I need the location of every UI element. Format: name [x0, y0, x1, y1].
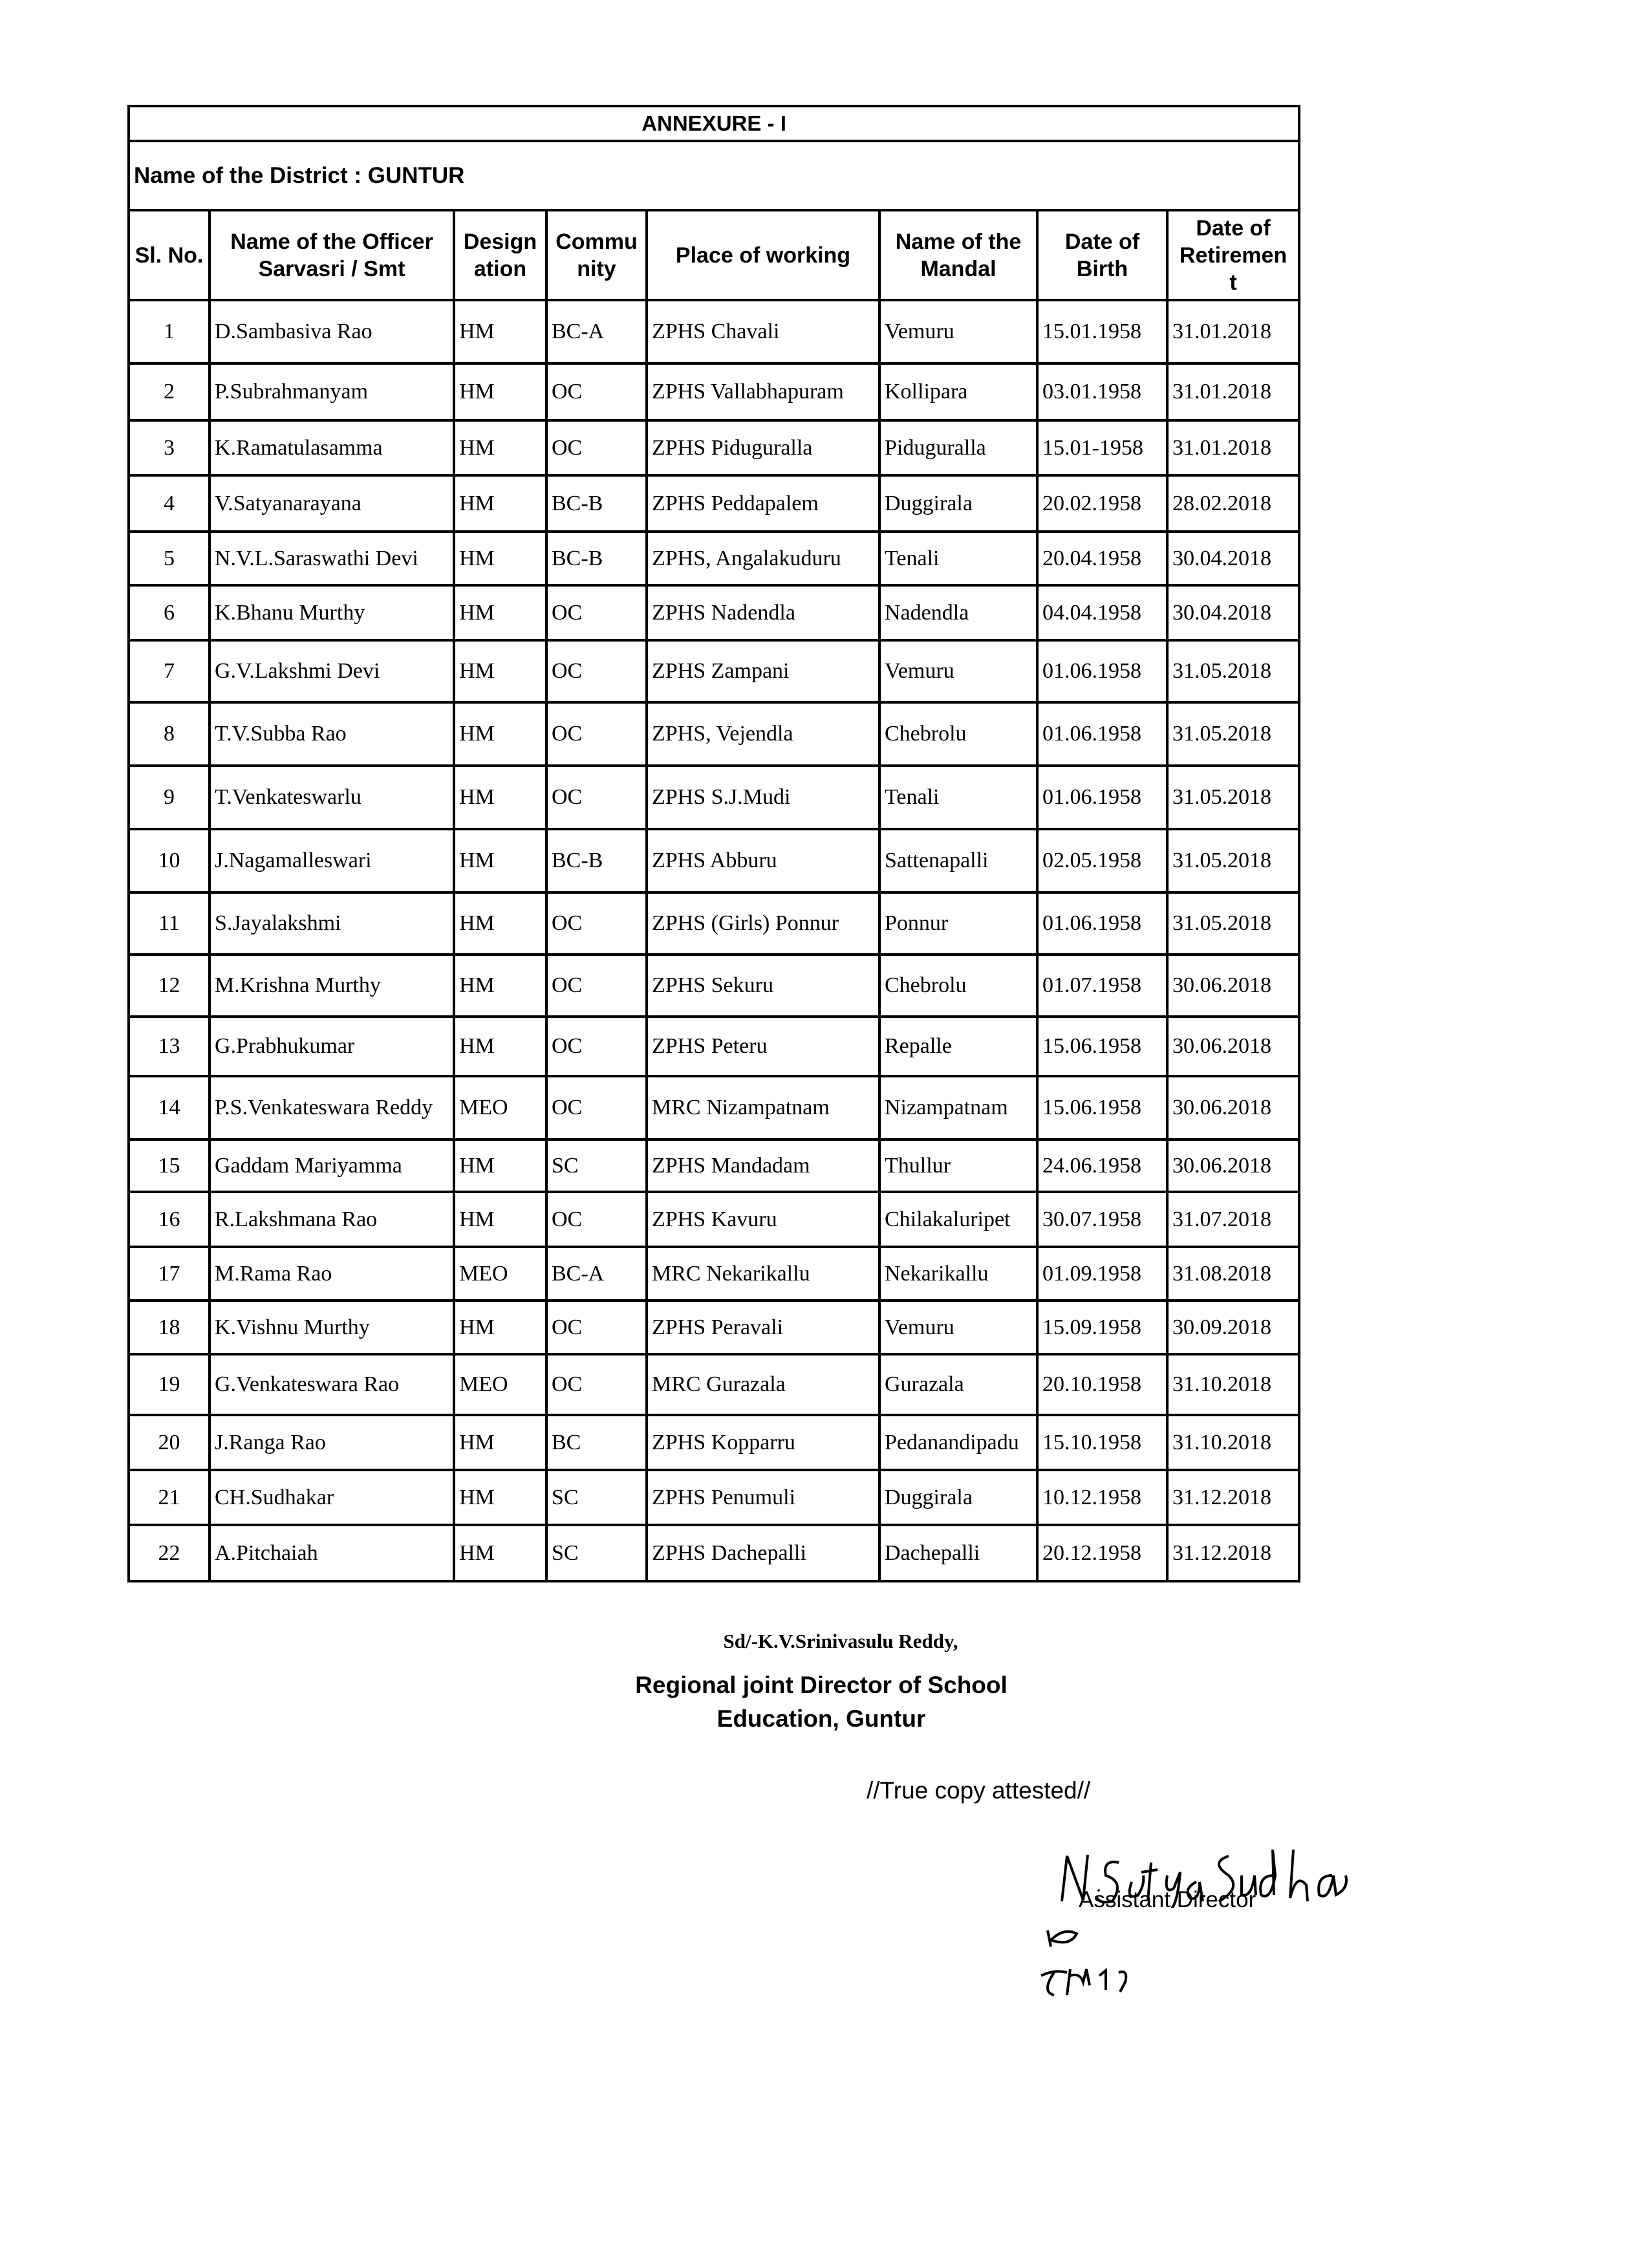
mandal-cell: Ponnur	[879, 892, 1037, 955]
header-community: Commu nity	[546, 210, 647, 300]
community-cell: BC-B	[546, 475, 647, 532]
place-of-working-cell: ZPHS Mandadam	[647, 1139, 879, 1192]
officer-name-cell: K.Bhanu Murthy	[210, 585, 454, 640]
sl-no-cell: 9	[129, 766, 210, 829]
header-date-of-retirement: Date of Retiremen t	[1167, 210, 1299, 300]
mandal-cell: Vemuru	[879, 640, 1037, 702]
mandal-cell: Dachepalli	[879, 1525, 1037, 1581]
place-of-working-cell: MRC Gurazala	[647, 1354, 879, 1415]
community-cell: OC	[546, 892, 647, 955]
mandal-cell: Gurazala	[879, 1354, 1037, 1415]
sl-no-cell: 20	[129, 1415, 210, 1470]
place-of-working-cell: ZPHS S.J.Mudi	[647, 766, 879, 829]
table-row	[129, 1470, 1299, 1525]
designation-line-1: Regional joint Director of School	[635, 1672, 1008, 1698]
mandal-cell: Duggirala	[879, 475, 1037, 532]
true-copy-attested: //True copy attested//	[867, 1777, 1091, 1804]
designation-cell: HM	[454, 1139, 546, 1192]
sl-no-cell: 16	[129, 1192, 210, 1247]
sl-no-cell: 22	[129, 1525, 210, 1581]
designation-cell: MEO	[454, 1247, 546, 1301]
place-of-working-cell: MRC Nizampatnam	[647, 1076, 879, 1139]
date-of-birth-cell: 15.09.1958	[1037, 1301, 1167, 1354]
place-of-working-cell: ZPHS Sekuru	[647, 955, 879, 1017]
place-of-working-cell: ZPHS Abburu	[647, 829, 879, 892]
mandal-cell: Tenali	[879, 766, 1037, 829]
sl-no-cell: 7	[129, 640, 210, 702]
annexure-table	[127, 105, 1300, 1582]
assistant-director-title: Assistant Director	[1079, 1887, 1256, 1912]
community-cell: OC	[546, 585, 647, 640]
header-place-of-working: Place of working	[647, 210, 879, 300]
sl-no-cell: 4	[129, 475, 210, 532]
designation-line-2: Education, Guntur	[717, 1705, 926, 1732]
sl-no-cell: 17	[129, 1247, 210, 1301]
mandal-cell: Chebrolu	[879, 702, 1037, 766]
date-of-birth-cell: 15.10.1958	[1037, 1415, 1167, 1470]
community-cell: OC	[546, 363, 647, 420]
table-row	[129, 1354, 1299, 1415]
initials-scribble-icon	[1035, 1924, 1177, 2002]
designation-cell: HM	[454, 475, 546, 532]
designation-cell: MEO	[454, 1076, 546, 1139]
community-cell: BC-A	[546, 300, 647, 363]
officer-name-cell: D.Sambasiva Rao	[210, 300, 454, 363]
date-of-birth-cell: 15.06.1958	[1037, 1017, 1167, 1076]
annexure-title: ANNEXURE - I	[129, 106, 1299, 141]
mandal-cell: Kollipara	[879, 363, 1037, 420]
table-row	[129, 475, 1299, 532]
designation-cell: HM	[454, 892, 546, 955]
header-officer-name: Name of the Officer Sarvasri / Smt	[210, 210, 454, 300]
officer-name-cell: J.Nagamalleswari	[210, 829, 454, 892]
community-cell: OC	[546, 702, 647, 766]
table-row	[129, 640, 1299, 702]
community-cell: BC	[546, 1415, 647, 1470]
table-row	[129, 420, 1299, 475]
designation-cell: HM	[454, 1470, 546, 1525]
community-cell: BC-A	[546, 1247, 647, 1301]
sl-no-cell: 13	[129, 1017, 210, 1076]
community-cell: SC	[546, 1525, 647, 1581]
date-of-retirement-cell: 30.06.2018	[1167, 1017, 1299, 1076]
signatory-sd-line: Sd/-K.V.Srinivasulu Reddy,	[723, 1630, 958, 1652]
officer-name-cell: G.Prabhukumar	[210, 1017, 454, 1076]
designation-cell: HM	[454, 420, 546, 475]
date-of-birth-cell: 10.12.1958	[1037, 1470, 1167, 1525]
officer-name-cell: N.V.L.Saraswathi Devi	[210, 532, 454, 585]
place-of-working-cell: ZPHS Chavali	[647, 300, 879, 363]
date-of-retirement-cell: 31.12.2018	[1167, 1525, 1299, 1581]
officer-name-cell: K.Ramatulasamma	[210, 420, 454, 475]
place-of-working-cell: ZPHS, Vejendla	[647, 702, 879, 766]
date-of-birth-cell: 01.06.1958	[1037, 766, 1167, 829]
date-of-retirement-cell: 31.07.2018	[1167, 1192, 1299, 1247]
place-of-working-cell: ZPHS Peravali	[647, 1301, 879, 1354]
sl-no-cell: 18	[129, 1301, 210, 1354]
table-row	[129, 1247, 1299, 1301]
table-row	[129, 532, 1299, 585]
officer-name-cell: G.V.Lakshmi Devi	[210, 640, 454, 702]
designation-cell: HM	[454, 1301, 546, 1354]
table-row	[129, 1525, 1299, 1581]
officer-name-cell: V.Satyanarayana	[210, 475, 454, 532]
mandal-cell: Duggirala	[879, 1470, 1037, 1525]
table-row	[129, 955, 1299, 1017]
sl-no-cell: 3	[129, 420, 210, 475]
mandal-cell: Repalle	[879, 1017, 1037, 1076]
community-cell: OC	[546, 1301, 647, 1354]
officer-name-cell: M.Rama Rao	[210, 1247, 454, 1301]
community-cell: OC	[546, 1192, 647, 1247]
sl-no-cell: 19	[129, 1354, 210, 1415]
date-of-retirement-cell: 30.06.2018	[1167, 1076, 1299, 1139]
community-cell: OC	[546, 955, 647, 1017]
designation-cell: HM	[454, 1192, 546, 1247]
place-of-working-cell: ZPHS, Angalakuduru	[647, 532, 879, 585]
date-of-retirement-cell: 31.05.2018	[1167, 702, 1299, 766]
date-of-retirement-cell: 28.02.2018	[1167, 475, 1299, 532]
mandal-cell: Nizampatnam	[879, 1076, 1037, 1139]
place-of-working-cell: ZPHS Piduguralla	[647, 420, 879, 475]
officer-name-cell: P.S.Venkateswara Reddy	[210, 1076, 454, 1139]
officer-name-cell: G.Venkateswara Rao	[210, 1354, 454, 1415]
date-of-retirement-cell: 30.04.2018	[1167, 585, 1299, 640]
table-row	[129, 766, 1299, 829]
date-of-birth-cell: 03.01.1958	[1037, 363, 1167, 420]
date-of-birth-cell: 24.06.1958	[1037, 1139, 1167, 1192]
date-of-retirement-cell: 30.06.2018	[1167, 1139, 1299, 1192]
table-row	[129, 702, 1299, 766]
place-of-working-cell: ZPHS Vallabhapuram	[647, 363, 879, 420]
date-of-birth-cell: 20.04.1958	[1037, 532, 1167, 585]
date-of-retirement-cell: 31.01.2018	[1167, 300, 1299, 363]
officer-name-cell: K.Vishnu Murthy	[210, 1301, 454, 1354]
community-cell: OC	[546, 1017, 647, 1076]
sl-no-cell: 1	[129, 300, 210, 363]
place-of-working-cell: ZPHS Kopparru	[647, 1415, 879, 1470]
designation-cell: HM	[454, 363, 546, 420]
table-row	[129, 829, 1299, 892]
officer-name-cell: J.Ranga Rao	[210, 1415, 454, 1470]
table-row	[129, 585, 1299, 640]
sl-no-cell: 12	[129, 955, 210, 1017]
sl-no-cell: 8	[129, 702, 210, 766]
date-of-retirement-cell: 30.06.2018	[1167, 955, 1299, 1017]
table-row	[129, 1017, 1299, 1076]
officer-name-cell: S.Jayalakshmi	[210, 892, 454, 955]
mandal-cell: Sattenapalli	[879, 829, 1037, 892]
officer-name-cell: T.V.Subba Rao	[210, 702, 454, 766]
designation-cell: HM	[454, 702, 546, 766]
designation-cell: HM	[454, 766, 546, 829]
date-of-retirement-cell: 30.09.2018	[1167, 1301, 1299, 1354]
table-row	[129, 363, 1299, 420]
mandal-cell: Tenali	[879, 532, 1037, 585]
date-of-retirement-cell: 31.05.2018	[1167, 892, 1299, 955]
community-cell: SC	[546, 1470, 647, 1525]
designation-cell: HM	[454, 585, 546, 640]
designation-cell: HM	[454, 640, 546, 702]
sl-no-cell: 14	[129, 1076, 210, 1139]
sl-no-cell: 10	[129, 829, 210, 892]
designation-cell: HM	[454, 1415, 546, 1470]
date-of-birth-cell: 15.01.1958	[1037, 300, 1167, 363]
date-of-birth-cell: 01.07.1958	[1037, 955, 1167, 1017]
sl-no-cell: 2	[129, 363, 210, 420]
designation-cell: HM	[454, 955, 546, 1017]
community-cell: BC-B	[546, 532, 647, 585]
officer-name-cell: T.Venkateswarlu	[210, 766, 454, 829]
table-row	[129, 300, 1299, 363]
header-designation: Design ation	[454, 210, 546, 300]
officer-name-cell: Gaddam Mariyamma	[210, 1139, 454, 1192]
community-cell: OC	[546, 1354, 647, 1415]
officer-name-cell: R.Lakshmana Rao	[210, 1192, 454, 1247]
date-of-birth-cell: 01.06.1958	[1037, 892, 1167, 955]
table-header-row	[129, 210, 1299, 300]
date-of-birth-cell: 30.07.1958	[1037, 1192, 1167, 1247]
place-of-working-cell: ZPHS Peddapalem	[647, 475, 879, 532]
date-of-birth-cell: 02.05.1958	[1037, 829, 1167, 892]
date-of-birth-cell: 15.01-1958	[1037, 420, 1167, 475]
date-of-retirement-cell: 31.10.2018	[1167, 1354, 1299, 1415]
mandal-cell: Chilakaluripet	[879, 1192, 1037, 1247]
date-of-birth-cell: 20.10.1958	[1037, 1354, 1167, 1415]
sl-no-cell: 15	[129, 1139, 210, 1192]
sl-no-cell: 5	[129, 532, 210, 585]
sl-no-cell: 6	[129, 585, 210, 640]
mandal-cell: Vemuru	[879, 300, 1037, 363]
header-sl-no: Sl. No.	[129, 210, 210, 300]
header-date-of-birth: Date of Birth	[1037, 210, 1167, 300]
date-of-retirement-cell: 31.12.2018	[1167, 1470, 1299, 1525]
community-cell: SC	[546, 1139, 647, 1192]
table-row	[129, 892, 1299, 955]
date-of-retirement-cell: 31.05.2018	[1167, 829, 1299, 892]
date-of-birth-cell: 15.06.1958	[1037, 1076, 1167, 1139]
designation-cell: HM	[454, 1017, 546, 1076]
date-of-retirement-cell: 31.05.2018	[1167, 640, 1299, 702]
mandal-cell: Nadendla	[879, 585, 1037, 640]
date-of-birth-cell: 01.06.1958	[1037, 702, 1167, 766]
mandal-cell: Nekarikallu	[879, 1247, 1037, 1301]
date-of-retirement-cell: 31.01.2018	[1167, 420, 1299, 475]
sl-no-cell: 21	[129, 1470, 210, 1525]
header-mandal: Name of the Mandal	[879, 210, 1037, 300]
table-row	[129, 1192, 1299, 1247]
officer-name-cell: M.Krishna Murthy	[210, 955, 454, 1017]
place-of-working-cell: ZPHS Nadendla	[647, 585, 879, 640]
date-of-retirement-cell: 31.01.2018	[1167, 363, 1299, 420]
table-row	[129, 1076, 1299, 1139]
mandal-cell: Pedanandipadu	[879, 1415, 1037, 1470]
date-of-retirement-cell: 31.08.2018	[1167, 1247, 1299, 1301]
place-of-working-cell: ZPHS Kavuru	[647, 1192, 879, 1247]
date-of-birth-cell: 04.04.1958	[1037, 585, 1167, 640]
mandal-cell: Thullur	[879, 1139, 1037, 1192]
mandal-cell: Vemuru	[879, 1301, 1037, 1354]
place-of-working-cell: ZPHS (Girls) Ponnur	[647, 892, 879, 955]
officer-name-cell: P.Subrahmanyam	[210, 363, 454, 420]
designation-cell: HM	[454, 829, 546, 892]
mandal-cell: Chebrolu	[879, 955, 1037, 1017]
signatory-designation	[563, 1669, 1080, 1736]
community-cell: OC	[546, 1076, 647, 1139]
community-cell: BC-B	[546, 829, 647, 892]
place-of-working-cell: MRC Nekarikallu	[647, 1247, 879, 1301]
date-of-birth-cell: 20.12.1958	[1037, 1525, 1167, 1581]
designation-cell: HM	[454, 300, 546, 363]
district-label: Name of the District : GUNTUR	[129, 141, 1299, 210]
community-cell: OC	[546, 640, 647, 702]
date-of-birth-cell: 20.02.1958	[1037, 475, 1167, 532]
place-of-working-cell: ZPHS Zampani	[647, 640, 879, 702]
community-cell: OC	[546, 766, 647, 829]
community-cell: OC	[546, 420, 647, 475]
officer-name-cell: CH.Sudhakar	[210, 1470, 454, 1525]
place-of-working-cell: ZPHS Peteru	[647, 1017, 879, 1076]
place-of-working-cell: ZPHS Dachepalli	[647, 1525, 879, 1581]
mandal-cell: Piduguralla	[879, 420, 1037, 475]
table-row	[129, 1415, 1299, 1470]
designation-cell: MEO	[454, 1354, 546, 1415]
date-of-retirement-cell: 31.05.2018	[1167, 766, 1299, 829]
date-of-retirement-cell: 30.04.2018	[1167, 532, 1299, 585]
designation-cell: HM	[454, 1525, 546, 1581]
officer-name-cell: A.Pitchaiah	[210, 1525, 454, 1581]
date-of-retirement-cell: 31.10.2018	[1167, 1415, 1299, 1470]
table-row	[129, 1301, 1299, 1354]
date-of-birth-cell: 01.09.1958	[1037, 1247, 1167, 1301]
designation-cell: HM	[454, 532, 546, 585]
table-row	[129, 1139, 1299, 1192]
place-of-working-cell: ZPHS Penumuli	[647, 1470, 879, 1525]
sl-no-cell: 11	[129, 892, 210, 955]
date-of-birth-cell: 01.06.1958	[1037, 640, 1167, 702]
